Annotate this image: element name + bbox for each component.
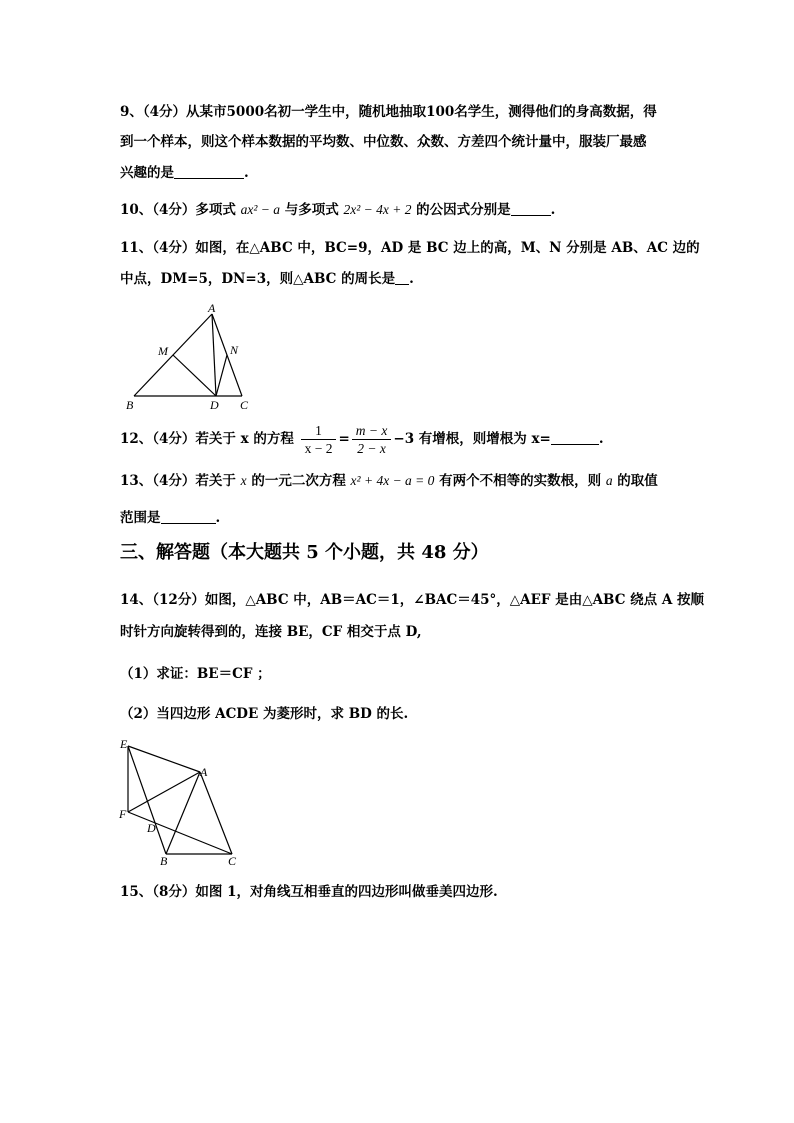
q13-equation: x² + 4x − a = 0	[350, 473, 435, 488]
q9-line2: 到一个样本，则这个样本数据的平均数、中位数、众数、方差四个统计量中，服装厂最感	[120, 134, 647, 150]
q13-period: .	[215, 510, 221, 526]
q10-mid: 与多项式	[284, 202, 339, 218]
q11-label-m: M	[158, 344, 168, 358]
q11-line1: 11、（4分）如图，在△ABC 中，BC=9，AD 是 BC 边上的高，M、N 分别是 AB、AC 边的	[120, 240, 700, 256]
q10-suffix: 的公因式分别是	[416, 202, 511, 218]
q14-line2: 时针方向旋转得到的，连接 BE，CF 相交于点 D,	[120, 624, 422, 640]
q11-label-d: D	[210, 398, 219, 412]
q11-segment-nd	[216, 355, 227, 396]
q14-edge-ac	[200, 772, 232, 854]
q14-part2: （2）当四边形 ACDE 为菱形时，求 BD 的长.	[120, 706, 409, 722]
q9-line3-text: 兴趣的是	[120, 165, 174, 181]
q12-frac1-denominator: x − 2	[304, 441, 333, 456]
q14-part1: （1）求证：BE＝CF ；	[120, 666, 271, 682]
q9-period: .	[244, 165, 249, 181]
q13-suffix: 的取值	[617, 473, 658, 489]
q11-segment-md	[173, 355, 216, 396]
q12-frac2-numerator: m − x	[352, 422, 392, 440]
q11-line2-text: 中点，DM=5，DN=3，则△ABC 的周长是	[120, 271, 396, 287]
q10-line	[120, 200, 555, 220]
section-3-heading: 三、解答题（本大题共 5 个小题，共 48 分）	[120, 542, 489, 563]
q13-mid: 的一元二次方程	[251, 473, 346, 489]
q14-label-b: B	[160, 854, 168, 868]
q11-line2	[120, 269, 414, 289]
q14-label-a: A	[200, 765, 208, 779]
q9-answer-blank	[174, 164, 244, 179]
q11-label-a: A	[208, 301, 216, 315]
q11-label-c: C	[240, 398, 249, 412]
q13-line1	[120, 471, 658, 491]
q10-answer-blank	[511, 201, 551, 216]
q14-label-c: C	[228, 854, 237, 868]
q10-period: .	[550, 202, 556, 218]
q12-fraction-2	[352, 422, 392, 457]
q12-frac1-numerator: 1	[301, 422, 337, 440]
q9-line3	[120, 163, 249, 183]
q12-line	[120, 420, 604, 458]
q12-frac2-denominator: 2 − x	[357, 441, 386, 456]
q11-period: .	[409, 271, 414, 287]
q12-equals: =	[338, 431, 350, 447]
q12-prefix: 12、（4分）若关于 x 的方程	[120, 431, 294, 447]
q11-answer-blank	[395, 270, 409, 285]
q12-period: .	[598, 431, 604, 447]
q14-rotation-figure	[114, 734, 244, 869]
q13-var-x: x	[240, 473, 247, 488]
q13-prefix: 13、（4分）若关于	[120, 473, 236, 489]
q10-expr1: ax² − a	[240, 202, 281, 217]
q11-label-b: B	[126, 398, 134, 412]
q11-altitude-ad	[212, 314, 216, 396]
q13-var-a: a	[605, 473, 613, 488]
q11-triangle-figure	[120, 300, 260, 415]
q10-expr2: 2x² − 4x + 2	[343, 202, 412, 217]
q12-tail: −3 有增根，则增根为 x=	[393, 431, 551, 447]
q14-segment-cf	[128, 812, 232, 854]
q12-fraction-1	[301, 422, 337, 457]
q9-line1: 9、（4分）从某市5000名初一学生中，随机地抽取100名学生，测得他们的身高数据，得	[120, 104, 657, 120]
q14-edge-ab	[166, 772, 200, 854]
q14-edge-ea	[128, 746, 200, 772]
q11-label-n: N	[230, 343, 239, 357]
q14-label-e: E	[120, 737, 128, 751]
q14-label-d: D	[147, 821, 156, 835]
q14-label-f: F	[119, 807, 127, 821]
q13-mid2: 有两个不相等的实数根，则	[439, 473, 602, 489]
q14-segment-be	[128, 746, 166, 854]
q13-line2	[120, 508, 220, 528]
q13-line2-text: 范围是	[120, 510, 161, 526]
q12-answer-blank	[551, 430, 599, 445]
q14-line1: 14、（12分）如图，△ABC 中，AB＝AC＝1，∠BAC＝45°，△AEF 是由△ABC 绕点 A 按顺	[120, 592, 705, 608]
q15-line1: 15、（8分）如图 1，对角线互相垂直的四边形叫做垂美四边形.	[120, 884, 498, 900]
q13-answer-blank	[161, 509, 216, 524]
q10-prefix: 10、（4分）多项式	[120, 202, 236, 218]
